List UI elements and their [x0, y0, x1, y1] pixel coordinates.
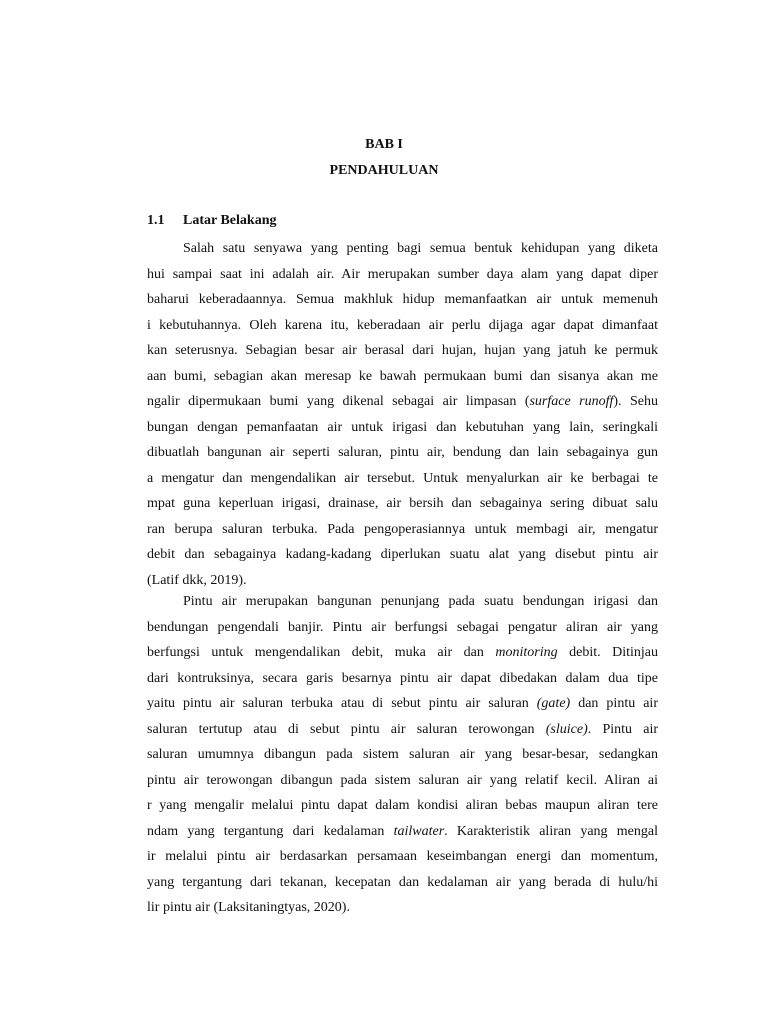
chapter-title: PENDAHULUAN	[329, 163, 439, 178]
paragraph-line: yang tergantung dari tekanan, kecepatan dan kedalaman air yang berada di hulu/hi	[147, 874, 658, 890]
paragraph-line: Salah satu senyawa yang penting bagi semua bentuk kehidupan yang diketa	[183, 241, 658, 256]
paragraph-line: r yang mengalir melalui pintu dapat dalam kondisi aliran bebas maupun aliran tere	[147, 798, 658, 813]
paragraph-2	[147, 589, 658, 921]
paragraph-line: ndam yang tergantung dari kedalaman tailwater. Karakteristik aliran yang mengal	[147, 823, 658, 839]
paragraph-line: debit dan sebagainya kadang-kadang diperlukan suatu alat yang disebut pintu air	[147, 547, 658, 562]
paragraph-line: berfungsi untuk mengendalikan debit, muka air dan monitoring debit. Ditinjau	[147, 645, 658, 660]
paragraph-line: dibuatlah bangunan air seperti saluran, pintu air, bendung dan lain sebagainya gun	[147, 445, 658, 460]
paragraph-line: lir pintu air (Laksitaningtyas, 2020).	[147, 900, 350, 915]
paragraph-line: saluran tertutup atau di sebut pintu air saluran terowongan (sluice). Pintu air	[147, 721, 658, 737]
paragraph-line: dari kontruksinya, secara garis besarnya pintu air dapat dibedakan dalam dua tipe	[147, 670, 658, 686]
paragraph-line: yaitu pintu air saluran terbuka atau di sebut pintu air saluran (gate) dan pintu air	[147, 696, 658, 711]
paragraph-line: kan seterusnya. Sebagian besar air berasal dari hujan, hujan yang jatuh ke permuk	[147, 343, 658, 358]
paragraph-line: baharui keberadaannya. Semua makhluk hidup memanfaatkan air untuk memenuh	[147, 292, 658, 307]
paragraph-line: bungan dengan pemanfaatan air untuk irigasi dan kebutuhan yang lain, seringkali	[147, 419, 658, 435]
section-heading	[147, 213, 276, 229]
paragraph-line: mpat guna keperluan irigasi, drainase, air bersih dan sebagainya sering dibuat salu	[147, 496, 658, 511]
paragraph-line: pintu air terowongan dibangun pada sistem saluran air yang relatif kecil. Aliran ai	[147, 772, 658, 788]
paragraph-line: i kebutuhannya. Oleh karena itu, keberadaan air perlu dijaga agar dapat dimanfaat	[147, 317, 658, 333]
paragraph-line: aan bumi, sebagian akan meresap ke bawah permukaan bumi dan sisanya akan me	[147, 368, 658, 384]
section-title: Latar Belakang	[183, 213, 277, 228]
chapter-number: BAB I	[365, 137, 403, 152]
paragraph-line: ran berupa saluran terbuka. Pada pengoperasiannya untuk membagi air, mengatur	[147, 521, 658, 537]
section-number: 1.1	[147, 213, 165, 228]
paragraph-line: (Latif dkk, 2019).	[147, 572, 247, 588]
paragraph-line: ngalir dipermukaan bumi yang dikenal sebagai air limpasan (surface runoff). Sehu	[147, 394, 658, 409]
paragraph-line: bendungan pengendali banjir. Pintu air berfungsi sebagai pengatur aliran air yang	[147, 619, 658, 635]
paragraph-1	[147, 236, 658, 593]
paragraph-line: saluran umumnya dibangun pada sistem saluran air yang besar-besar, sedangkan	[147, 747, 658, 762]
paragraph-line: a mengatur dan mengendalikan air tersebut. Untuk menyalurkan air ke berbagai te	[147, 470, 658, 486]
paragraph-line: ir melalui pintu air berdasarkan persamaan keseimbangan energi dan momentum,	[147, 849, 658, 864]
paragraph-line: hui sampai saat ini adalah air. Air merupakan sumber daya alam yang dapat diper	[147, 266, 658, 282]
paragraph-line: Pintu air merupakan bangunan penunjang pada suatu bendungan irigasi dan	[183, 594, 658, 609]
